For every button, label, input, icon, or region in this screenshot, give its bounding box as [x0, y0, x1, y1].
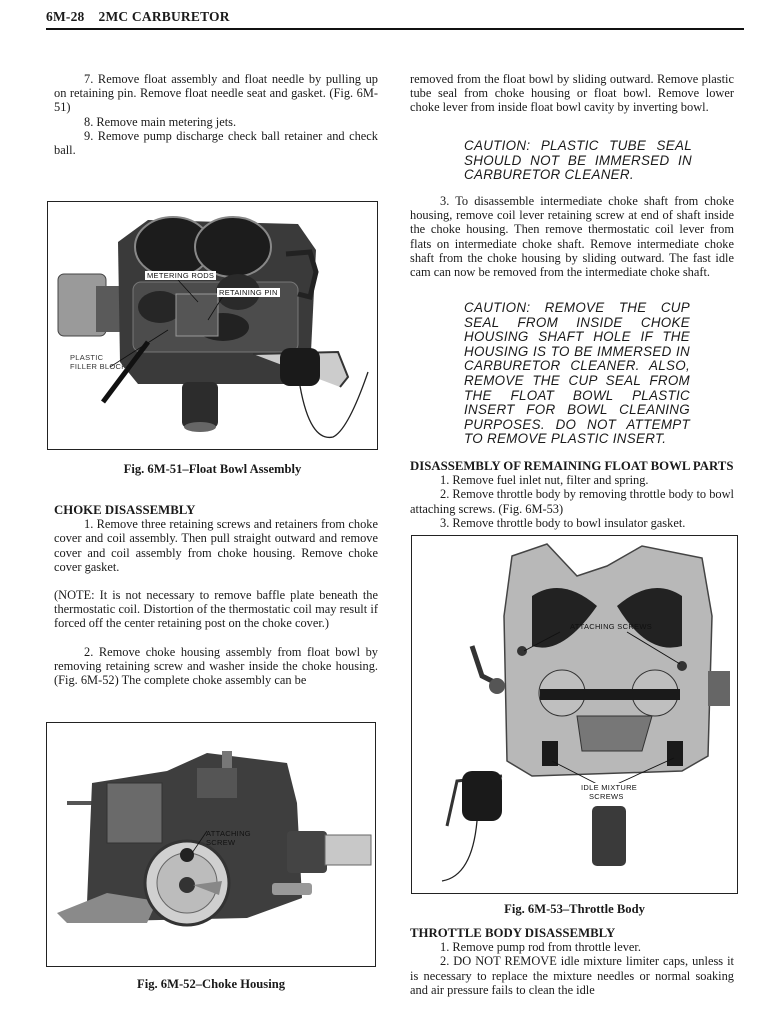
label-screw: SCREW [206, 838, 236, 847]
heading-choke-disassembly: CHOKE DISASSEMBLY [54, 503, 196, 517]
fb-step-3: 3. Remove throttle body to bowl insulator gasket. [440, 515, 686, 530]
label-attaching: ATTACHING [206, 829, 251, 838]
figure-choke-housing [46, 722, 376, 967]
tb-step-1: 1. Remove pump rod from throttle lever. [440, 940, 641, 955]
figure-throttle-body [411, 535, 738, 894]
caution-cup-seal: CAUTION: REMOVE THE CUP SEAL FROM INSIDE CHOKE HOUSING SHAFT HOLE IF THE HOUSING IS TO BE IMMERSED IN CARBURETOR CLEANER. ALSO, REMOVE THE CUP SEAL FROM THE FLOAT BOWL PLASTIC INSERT FOR BOWL CLEANING PURPOSES. DO NOT ATTEMPT TO REMOVE PLASTIC INSERT. [464, 300, 690, 447]
choke-step-3: 3. To disassemble intermediate choke shaft from choke housing, remove coil lever retaining screw at end of shaft inside the choke housing. Then remove thermostatic coil lever from flats on intermediate choke shaft. Remove intermediate choke shaft from the choke housing by sliding outward. The fast idle cam can now be removed from the intermediate choke shaft. [410, 194, 734, 280]
label-attaching-screws: ATTACHING SCREWS [570, 622, 653, 631]
caption-fig-6m-51: Fig. 6M-51–Float Bowl Assembly [123, 462, 302, 476]
choke-step-1: 1. Remove three retaining screws and retainers from choke cover and coil assembly. Then pull straight outward and remove cover and coil assembly from choke housing. Remove choke cover gasket. [54, 517, 378, 574]
choke-step-2: 2. Remove choke housing assembly from float bowl by removing retaining screw and washer inside the choke housing. (Fig. 6M-52) The complete choke assembly can be [54, 644, 378, 688]
caption-fig-6m-52: Fig. 6M-52–Choke Housing [137, 977, 285, 991]
label-screws: SCREWS [589, 792, 624, 801]
label-idle-mixture: IDLE MIXTURE [581, 783, 638, 792]
section-title: 2MC CARBURETOR [98, 9, 230, 24]
left-column-top [54, 72, 378, 157]
float-bowl-photo [48, 202, 379, 451]
step-8: 8. Remove main metering jets. [84, 114, 237, 129]
label-metering-rods: METERING RODS [147, 271, 215, 280]
throttle-body-photo [412, 536, 739, 895]
caption-fig-6m-53: Fig. 6M-53–Throttle Body [504, 902, 645, 916]
step-9: 9. Remove pump discharge check ball retainer and check ball. [54, 128, 378, 158]
page-number: 6M-28 [46, 9, 85, 24]
fb-step-2: 2. Remove throttle body by removing throttle body to bowl attaching screws. (Fig. 6M-53) [410, 487, 734, 516]
note-paragraph: (NOTE: It is not necessary to remove baffle plate beneath the thermostatic coil. Distortion of the thermostatic coil may result if forced off the center retaining post on the choke cover.) [54, 588, 378, 631]
label-retaining-pin: RETAINING PIN [219, 288, 278, 297]
right-column-choke-step-3 [410, 194, 734, 279]
left-column-choke [54, 503, 378, 687]
right-column-throttle [410, 926, 734, 997]
heading-throttle-body-disassembly: THROTTLE BODY DISASSEMBLY [410, 926, 616, 940]
right-column-float-bowl [410, 459, 734, 530]
label-filler-block: FILLER BLOCK [70, 362, 127, 371]
heading-float-bowl-parts: DISASSEMBLY OF REMAINING FLOAT BOWL PARTS [410, 459, 734, 473]
figure-float-bowl-assembly [47, 201, 378, 450]
page-header [46, 8, 744, 30]
fb-step-1: 1. Remove fuel inlet nut, filter and spring. [440, 473, 649, 488]
step-7: 7. Remove float assembly and float needle by pulling up on retaining pin. Remove float needle seat and gasket. (Fig. 6M-51) [54, 72, 378, 115]
right-column-top [410, 72, 734, 115]
caution-plastic-tube-seal: CAUTION: PLASTIC TUBE SEAL SHOULD NOT BE IMMERSED IN CARBURETOR CLEANER. [464, 138, 692, 183]
continuation-paragraph: removed from the float bowl by sliding outward. Remove plastic tube seal from choke housing or float bowl. Remove lower choke lever from inside float bowl cavity by inverting bowl. [410, 72, 734, 115]
label-plastic: PLASTIC [70, 353, 104, 362]
tb-step-2: 2. DO NOT REMOVE idle mixture limiter caps, unless it is necessary to replace the mixture needles or normal soaking and air pressure fails to clean the idle [410, 954, 734, 997]
